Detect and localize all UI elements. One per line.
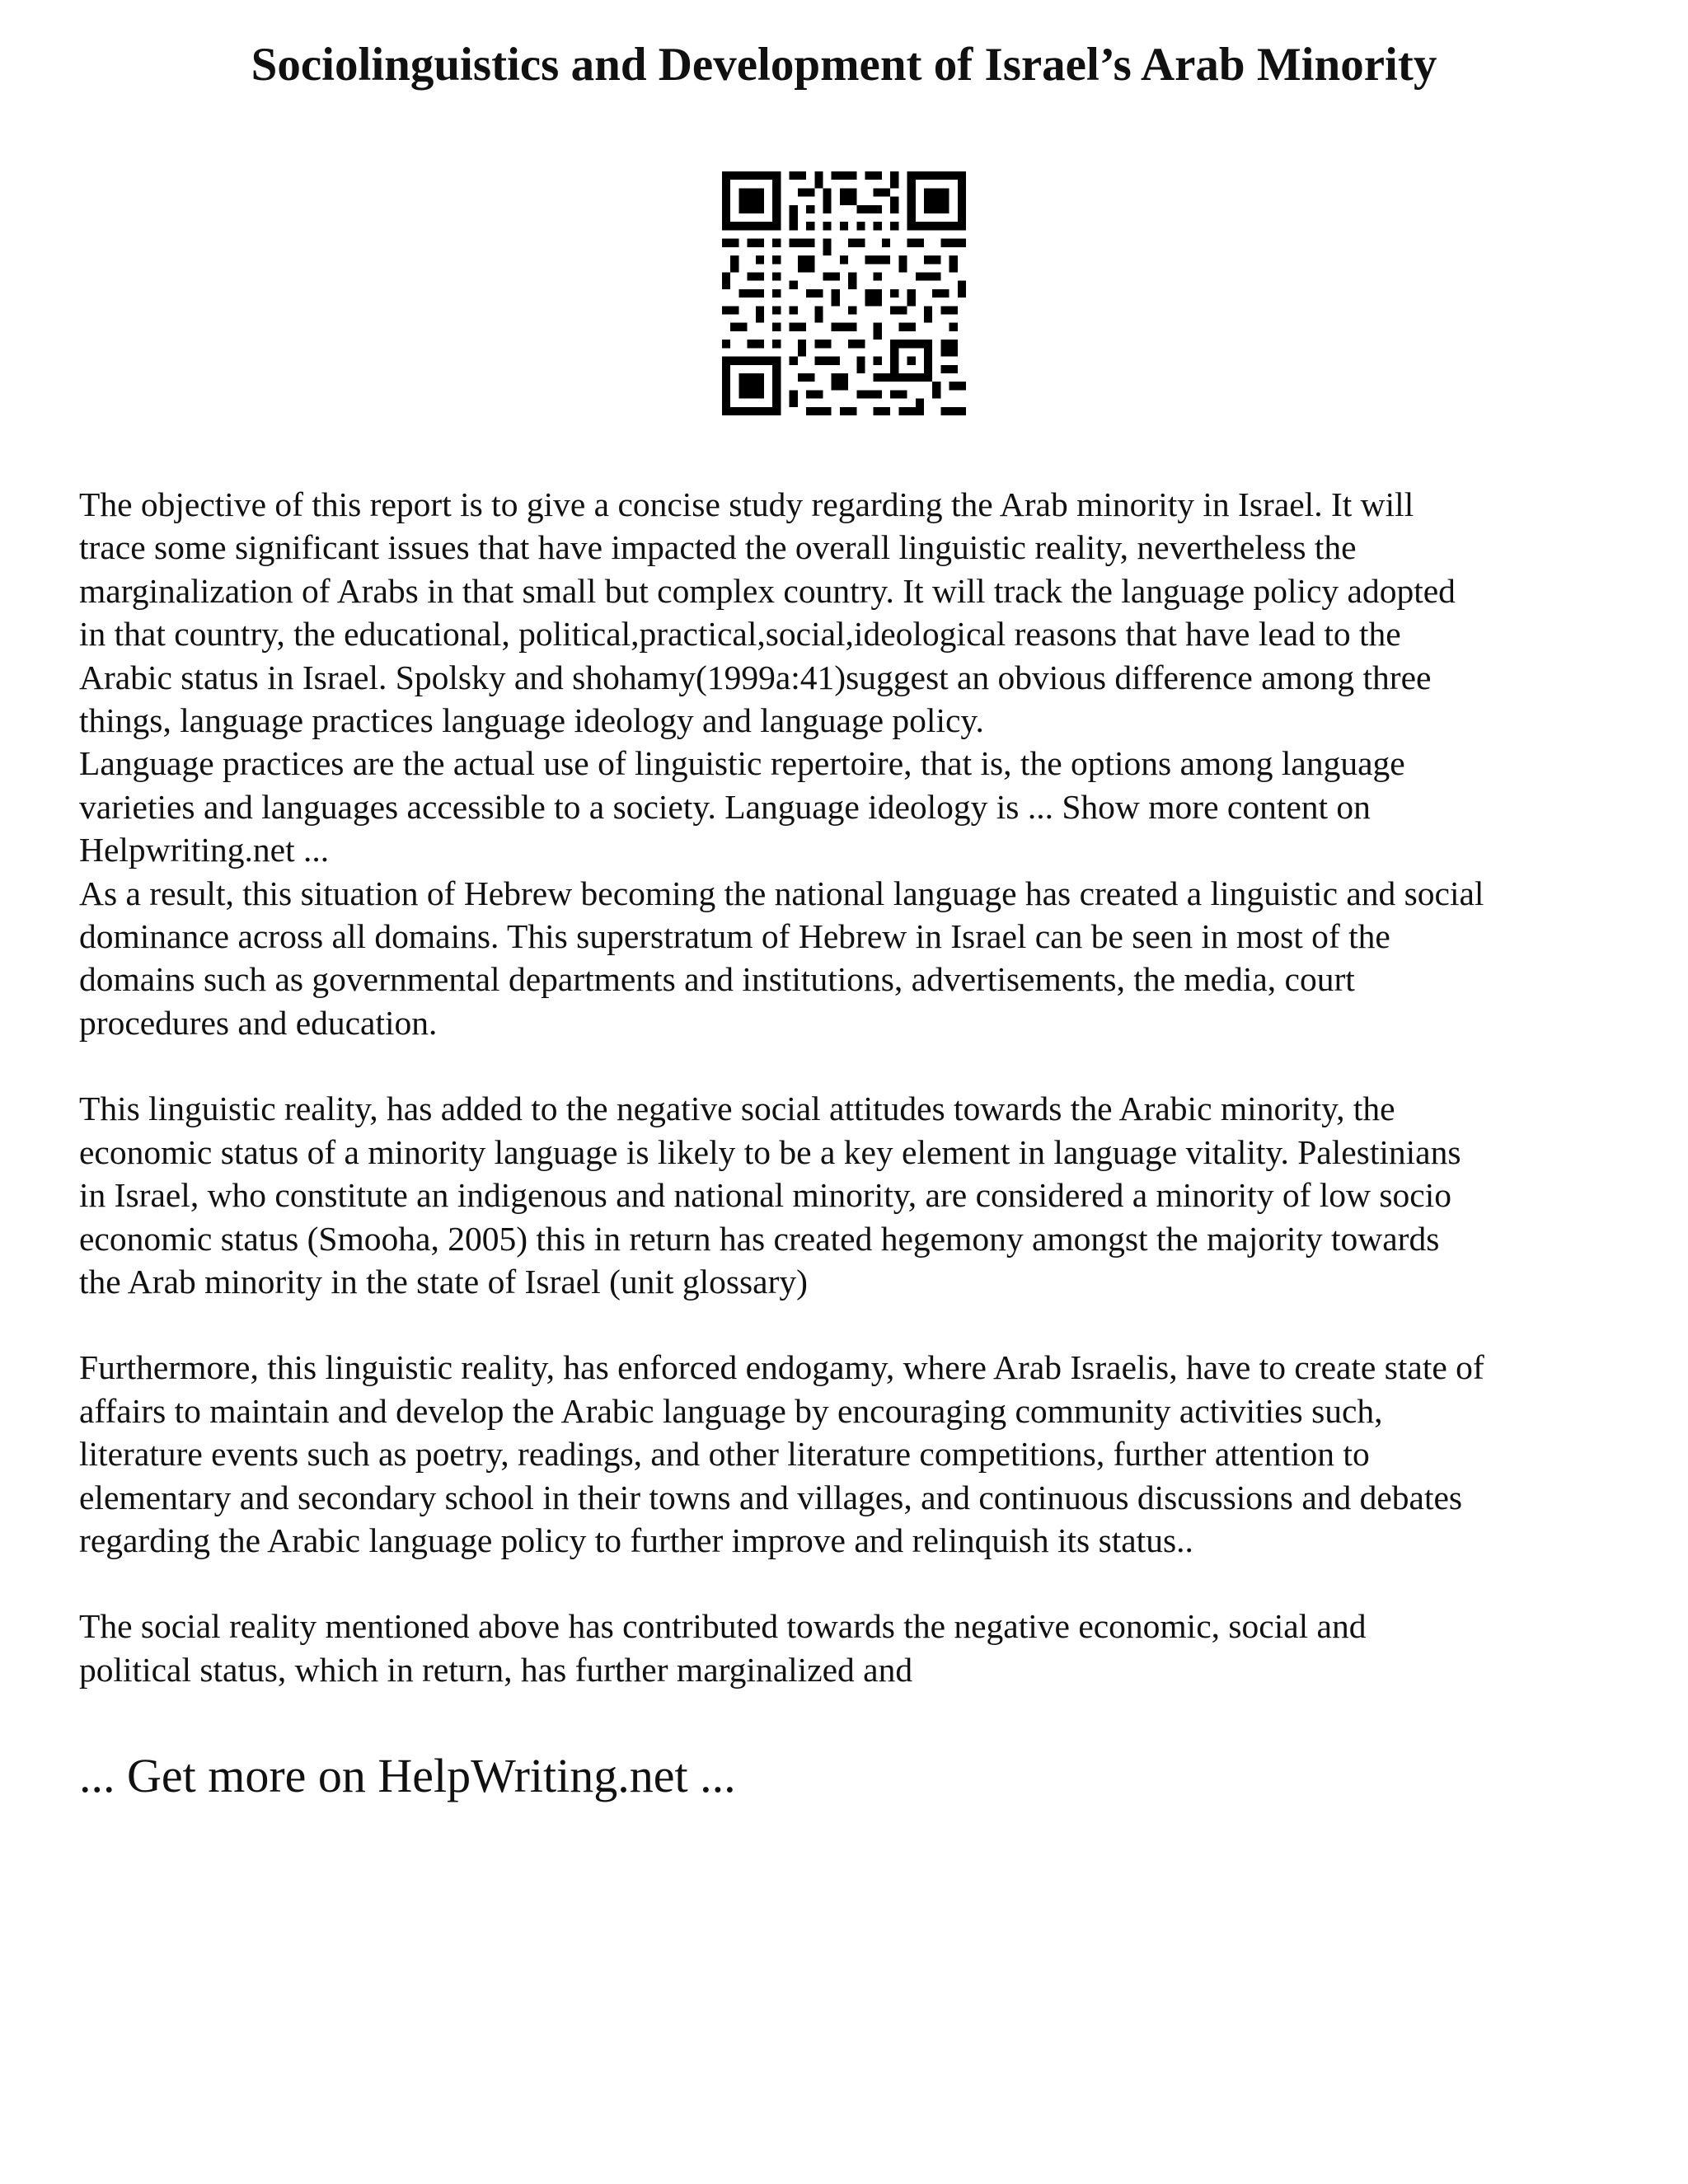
- paragraph-objective: The objective of this report is to give a concise study regarding the Arab minority in Israel. It will trace some significant issues that have impacted the overall linguistic reality, nevertheless the marginalization of Arabs in that small but complex country. It will track the language policy adopted in that country, the educational, political,practical,social,ideological reasons that have lead to the Arabic status in Israel. Spolsky and shohamy(1999a:41)suggest an obvious difference among three things, language practices language ideology and language policy.: [79, 485, 1456, 740]
- paragraph-social-reality: The social reality mentioned above has contributed towards the negative economic, social and political status, which in return, has further marginalized and: [79, 1607, 1367, 1689]
- paragraph-spacer: [79, 1562, 1629, 1605]
- qr-code-icon[interactable]: [722, 171, 966, 415]
- paragraph-hebrew-dominance: As a result, this situation of Hebrew becoming the national language has created a linguistic and social dominance across all domains. This superstratum of Hebrew in Israel can be seen in most of the domains such as governmental departments and institutions, advertisements, the media, court procedures and education.: [79, 874, 1484, 1042]
- qr-code-graphic: [722, 171, 966, 415]
- document-body: [79, 483, 1629, 1691]
- paragraph-social-attitudes: This linguistic reality, has added to the negative social attitudes towards the Arabic minority, the economic status of a minority language is likely to be a key element in language vitality. Palestinians in Israel, who constitute an indigenous and national minority, are considered a minority of low socio economic status (Smooha, 2005) this in return has created hegemony amongst the majority towards the Arab minority in the state of Israel (unit glossary): [79, 1090, 1461, 1301]
- paragraph-language-practices: Language practices are the actual use of linguistic repertoire, that is, the options among language varieties and languages accessible to a society. Language ideology is ... Show more content on Helpwriting.net ...: [79, 744, 1405, 869]
- paragraph-spacer: [79, 1303, 1629, 1346]
- document-title: Sociolinguistics and Development of Israel’s Arab Minority: [251, 39, 1437, 91]
- get-more-link[interactable]: ... Get more on HelpWriting.net ...: [79, 1749, 736, 1802]
- paragraph-spacer: [79, 1044, 1629, 1087]
- paragraph-endogamy: Furthermore, this linguistic reality, has enforced endogamy, where Arab Israelis, have to create state of affairs to maintain and develop the Arabic language by encouraging community activities such, literature events such as poetry, readings, and other literature competitions, further attention to elementary and secondary school in their towns and villages, and continuous discussions and debates regarding the Arabic language policy to further improve and relinquish its status..: [79, 1348, 1484, 1559]
